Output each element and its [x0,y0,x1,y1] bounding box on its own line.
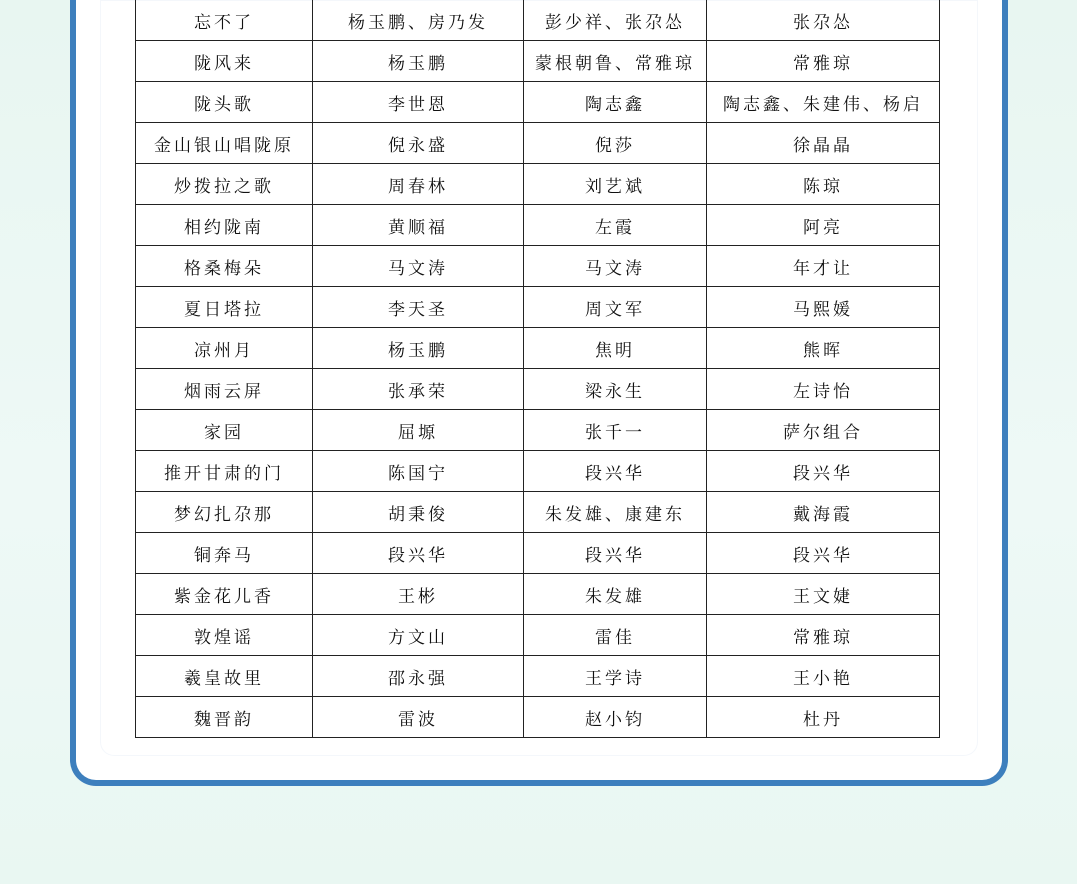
lyricist-cell: 张承荣 [313,369,524,410]
composer-cell: 朱发雄 [524,574,707,615]
singer-cell: 王文婕 [707,574,940,615]
composer-cell: 左霞 [524,205,707,246]
singer-cell: 马熙媛 [707,287,940,328]
singer-cell: 徐晶晶 [707,123,940,164]
lyricist-cell: 杨玉鹏 [313,328,524,369]
lyricist-cell: 方文山 [313,615,524,656]
lyricist-cell: 杨玉鹏 [313,41,524,82]
song-title-cell: 凉州月 [136,328,313,369]
singer-cell: 左诗怡 [707,369,940,410]
lyricist-cell: 黄顺福 [313,205,524,246]
composer-cell: 张千一 [524,410,707,451]
song-title-cell: 梦幻扎尕那 [136,492,313,533]
song-title-cell: 敦煌谣 [136,615,313,656]
lyricist-cell: 李天圣 [313,287,524,328]
lyricist-cell: 段兴华 [313,533,524,574]
lyricist-cell: 马文涛 [313,246,524,287]
table-row [136,615,940,656]
lyricist-cell: 周春林 [313,164,524,205]
song-title-cell: 铜奔马 [136,533,313,574]
song-title-cell: 夏日塔拉 [136,287,313,328]
singer-cell: 萨尔组合 [707,410,940,451]
composer-cell: 赵小钧 [524,697,707,738]
song-credits-table [135,0,940,738]
composer-cell: 焦明 [524,328,707,369]
table-row [136,369,940,410]
table-row [136,246,940,287]
table-row [136,533,940,574]
singer-cell: 段兴华 [707,533,940,574]
singer-cell: 王小艳 [707,656,940,697]
singer-cell: 杜丹 [707,697,940,738]
composer-cell: 倪莎 [524,123,707,164]
composer-cell: 梁永生 [524,369,707,410]
composer-cell: 段兴华 [524,451,707,492]
table-row [136,492,940,533]
table-row [136,0,940,41]
composer-cell: 刘艺斌 [524,164,707,205]
table-row [136,164,940,205]
song-title-cell: 陇头歌 [136,82,313,123]
composer-cell: 王学诗 [524,656,707,697]
table-row [136,697,940,738]
lyricist-cell: 胡秉俊 [313,492,524,533]
lyricist-cell: 杨玉鹏、房乃发 [313,0,524,41]
singer-cell: 陶志鑫、朱建伟、杨启 [707,82,940,123]
singer-cell: 戴海霞 [707,492,940,533]
table-row [136,328,940,369]
table-row [136,451,940,492]
lyricist-cell: 李世恩 [313,82,524,123]
singer-cell: 常雅琼 [707,41,940,82]
song-title-cell: 魏晋韵 [136,697,313,738]
lyricist-cell: 邵永强 [313,656,524,697]
composer-cell: 蒙根朝鲁、常雅琼 [524,41,707,82]
composer-cell: 陶志鑫 [524,82,707,123]
composer-cell: 周文军 [524,287,707,328]
table-row [136,656,940,697]
composer-cell: 段兴华 [524,533,707,574]
song-title-cell: 家园 [136,410,313,451]
table-row [136,410,940,451]
song-title-cell: 陇风来 [136,41,313,82]
singer-cell: 常雅琼 [707,615,940,656]
table-row [136,82,940,123]
song-title-cell: 格桑梅朵 [136,246,313,287]
song-title-cell: 烟雨云屏 [136,369,313,410]
singer-cell: 年才让 [707,246,940,287]
table-row [136,41,940,82]
table-row [136,123,940,164]
song-title-cell: 炒拨拉之歌 [136,164,313,205]
song-title-cell: 忘不了 [136,0,313,41]
song-title-cell: 相约陇南 [136,205,313,246]
song-title-cell: 羲皇故里 [136,656,313,697]
singer-cell: 张尕怂 [707,0,940,41]
composer-cell: 彭少祥、张尕怂 [524,0,707,41]
singer-cell: 段兴华 [707,451,940,492]
lyricist-cell: 屈塬 [313,410,524,451]
lyricist-cell: 陈国宁 [313,451,524,492]
song-title-cell: 金山银山唱陇原 [136,123,313,164]
lyricist-cell: 雷波 [313,697,524,738]
table-row [136,287,940,328]
table-row [136,205,940,246]
composer-cell: 朱发雄、康建东 [524,492,707,533]
composer-cell: 雷佳 [524,615,707,656]
singer-cell: 阿亮 [707,205,940,246]
lyricist-cell: 王彬 [313,574,524,615]
composer-cell: 马文涛 [524,246,707,287]
table-row [136,574,940,615]
song-title-cell: 紫金花儿香 [136,574,313,615]
singer-cell: 熊晖 [707,328,940,369]
lyricist-cell: 倪永盛 [313,123,524,164]
singer-cell: 陈琼 [707,164,940,205]
song-title-cell: 推开甘肃的门 [136,451,313,492]
